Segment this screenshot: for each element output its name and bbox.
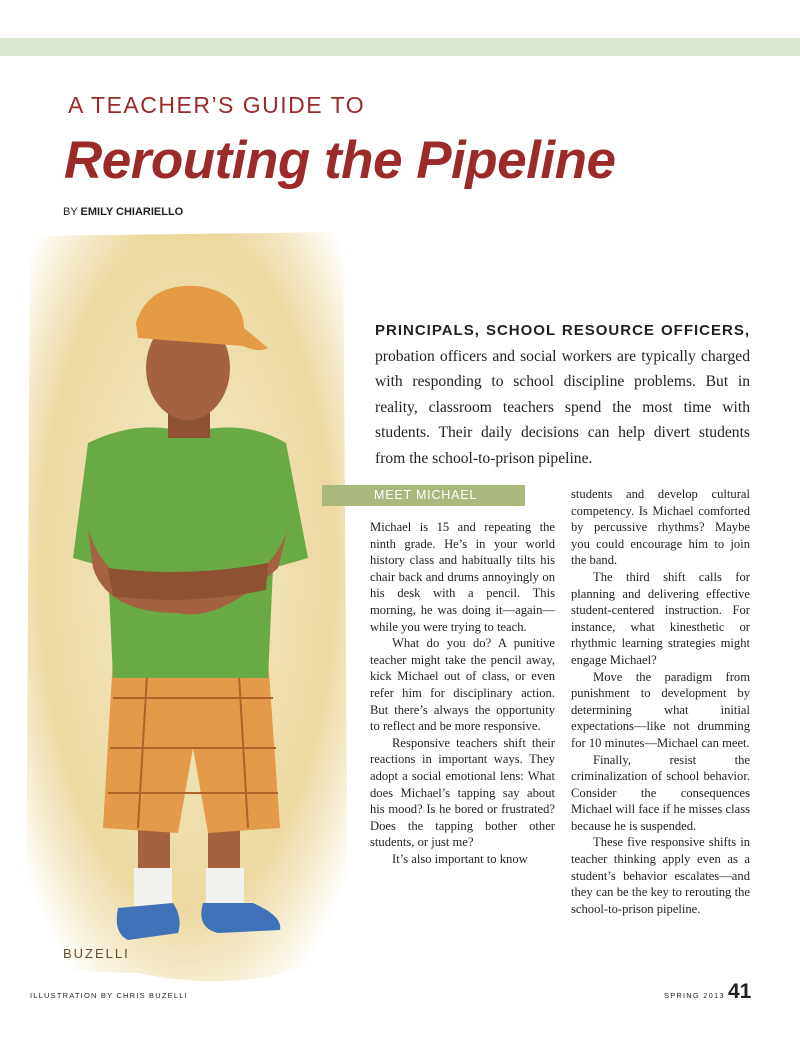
issue-date: SPRING 2013 xyxy=(664,991,725,1000)
intro-text: probation officers and social workers are typically charged with responding to school discipline problems. But in reality, classroom teachers spend the most time with students. Their daily decisions can help divert students from the school-to-prison pipeline. xyxy=(375,347,750,467)
sidebar-heading-bar xyxy=(322,485,525,506)
top-color-band xyxy=(0,38,800,56)
paragraph: The third shift calls for planning and delivering effective student-centered instruction. For instance, what kinesthetic or rhythmic learning strategies might engage Michael? xyxy=(571,569,750,667)
paragraph: students and develop cultural competency. Is Michael comforted by percussive rhythms? Maybe you could encourage him to join the band. xyxy=(571,487,750,568)
illustration-credit: ILLUSTRATION BY CHRIS BUZELLI xyxy=(30,991,188,1000)
sidebar-column-1 xyxy=(370,519,555,867)
sidebar-heading: MEET MICHAEL xyxy=(374,488,478,502)
byline-prefix: BY xyxy=(63,206,78,218)
byline-author: EMILY CHIARIELLO xyxy=(80,206,184,218)
page-number: 41 xyxy=(728,980,752,1003)
intro-lead: PRINCIPALS, SCHOOL RESOURCE OFFICERS, xyxy=(375,322,750,339)
paragraph: It’s also important to know xyxy=(392,851,528,866)
paragraph: These five responsive shifts in teacher thinking apply even as a student’s behavior escalates—and they can be the key to rerouting the school-to-prison pipeline. xyxy=(571,835,750,916)
paragraph: Responsive teachers shift their reactions in important ways. They adopt a social emotional lens: What does Michael’s tapping say about his mood? Is he bored or frustrated? Does the tapping bother other students, or just me? xyxy=(370,735,555,850)
article-title: Rerouting the Pipeline xyxy=(64,131,616,190)
sidebar-column-2 xyxy=(571,486,750,917)
article-kicker: A TEACHER’S GUIDE TO xyxy=(68,92,366,118)
intro-paragraph xyxy=(375,318,750,471)
paragraph: Move the paradigm from punishment to development by determining what initial expectations—like not drumming for 10 minutes—Michael can meet. xyxy=(571,669,750,750)
illustration-signature: BUZELLI xyxy=(63,946,130,961)
paragraph: Finally, resist the criminalization of school behavior. Consider the consequences Michael will face if he misses class because he is suspended. xyxy=(571,752,750,833)
illustration-boy xyxy=(18,228,353,988)
paragraph: What do you do? A punitive teacher might take the pencil away, kick Michael out of class, or even refer him for disciplinary action. But there’s always the opportunity to reflect and be more responsive. xyxy=(370,636,555,734)
paragraph: Michael is 15 and repeating the ninth grade. He’s in your world history class and habitually tilts his chair back and drums annoyingly on his desk with a pencil. This morning, he was doing it—again—while you were trying to teach. xyxy=(370,520,555,634)
byline xyxy=(63,206,183,218)
